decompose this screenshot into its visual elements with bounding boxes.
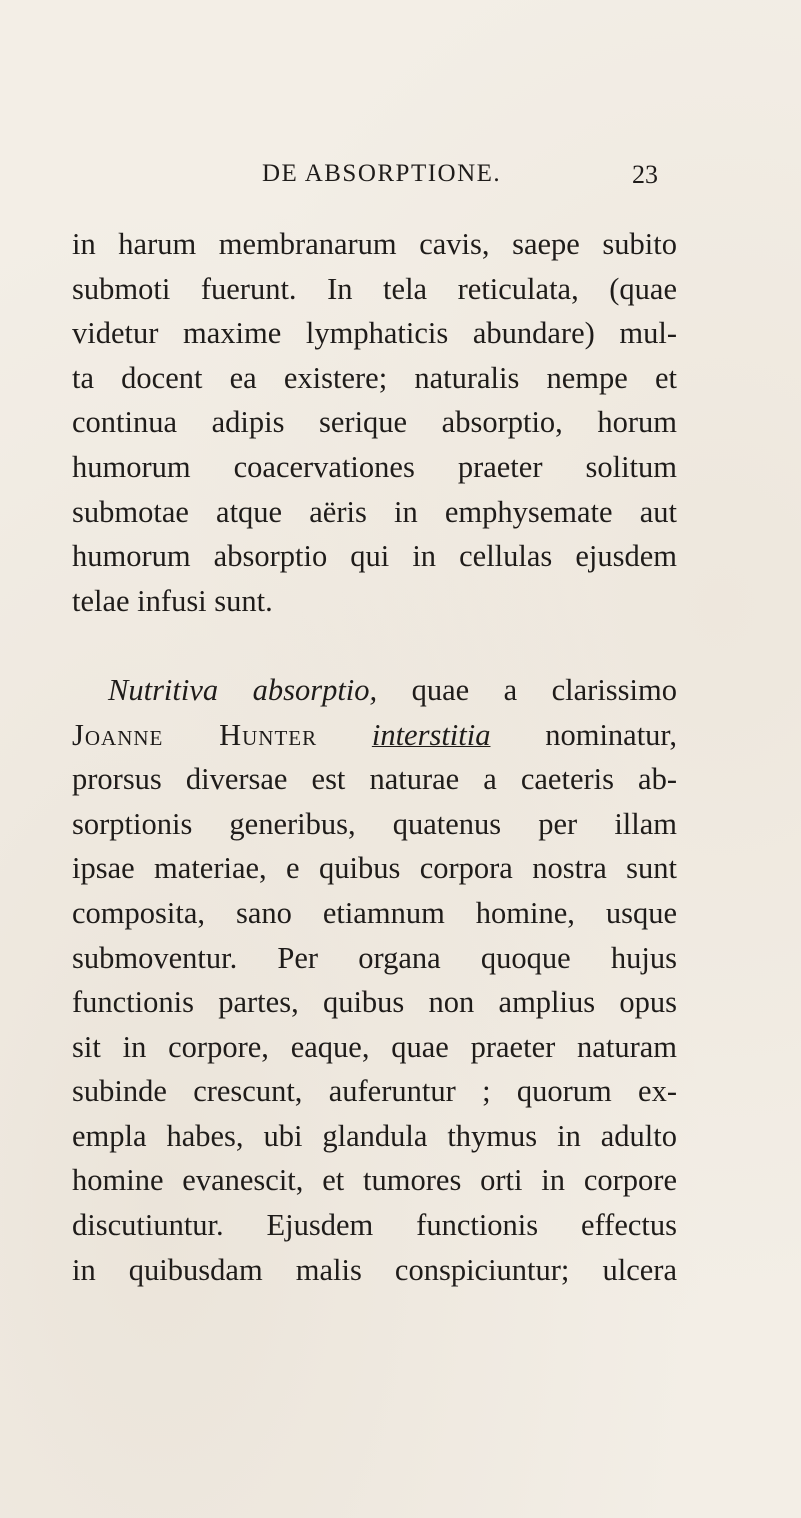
text-line: subinde crescunt, auferuntur ; quorum ex- bbox=[72, 1074, 677, 1109]
text-line: sit in corpore, eaque, quae praeter naturam bbox=[72, 1029, 677, 1064]
line-text: quae a clarissimo bbox=[377, 672, 677, 707]
text-line: prorsus diversae est naturae a caeteris ab- bbox=[72, 762, 677, 797]
paragraph-2 bbox=[72, 668, 677, 1292]
italic-term: Nutritiva absorptio, bbox=[108, 672, 378, 707]
text-line: submotae atque aëris in emphysemate aut bbox=[72, 494, 677, 529]
italic-term: interstitia bbox=[371, 717, 491, 752]
text-line: videtur maxime lymphaticis abundare) mul- bbox=[72, 316, 677, 351]
page-number: 23 bbox=[632, 160, 658, 189]
text-line: functionis partes, quibus non amplius opus bbox=[72, 985, 677, 1020]
body-text bbox=[72, 222, 677, 1292]
text-line bbox=[72, 713, 677, 758]
paragraph-gap bbox=[72, 623, 677, 668]
text-line: humorum coacervationes praeter solitum bbox=[72, 449, 677, 484]
running-title: DE ABSORPTIONE. bbox=[262, 160, 502, 187]
line-text: nominatur, bbox=[490, 717, 677, 752]
text-line: continua adipis serique absorptio, horum bbox=[72, 405, 677, 440]
text-line: homine evanescit, et tumores orti in corpore bbox=[72, 1163, 677, 1198]
text-line: ta docent ea existere; naturalis nempe et bbox=[72, 360, 677, 395]
text-line: ipsae materiae, e quibus corpora nostra sunt bbox=[72, 851, 677, 886]
text-line: in harum membranarum cavis, saepe subito bbox=[72, 227, 677, 261]
text-line: in quibusdam malis conspiciuntur; ulcera bbox=[72, 1252, 677, 1287]
text-line: sorptionis generibus, quatenus per illam bbox=[72, 806, 677, 841]
text-line: humorum absorptio qui in cellulas ejusdem bbox=[72, 539, 677, 574]
paragraph-1 bbox=[72, 222, 677, 623]
text-line: submoti fuerunt. In tela reticulata, (quae bbox=[72, 271, 677, 306]
page-header bbox=[0, 160, 801, 200]
text-line: telae infusi sunt. bbox=[72, 583, 273, 618]
author-name: Joanne Hunter bbox=[72, 717, 318, 752]
text-line: empla habes, ubi glandula thymus in adulto bbox=[72, 1118, 677, 1153]
text-line: submoventur. Per organa quoque hujus bbox=[72, 940, 677, 975]
text-line bbox=[72, 668, 677, 713]
text-line: discutiuntur. Ejusdem functionis effectus bbox=[72, 1208, 677, 1243]
text-line: composita, sano etiamnum homine, usque bbox=[72, 895, 677, 930]
